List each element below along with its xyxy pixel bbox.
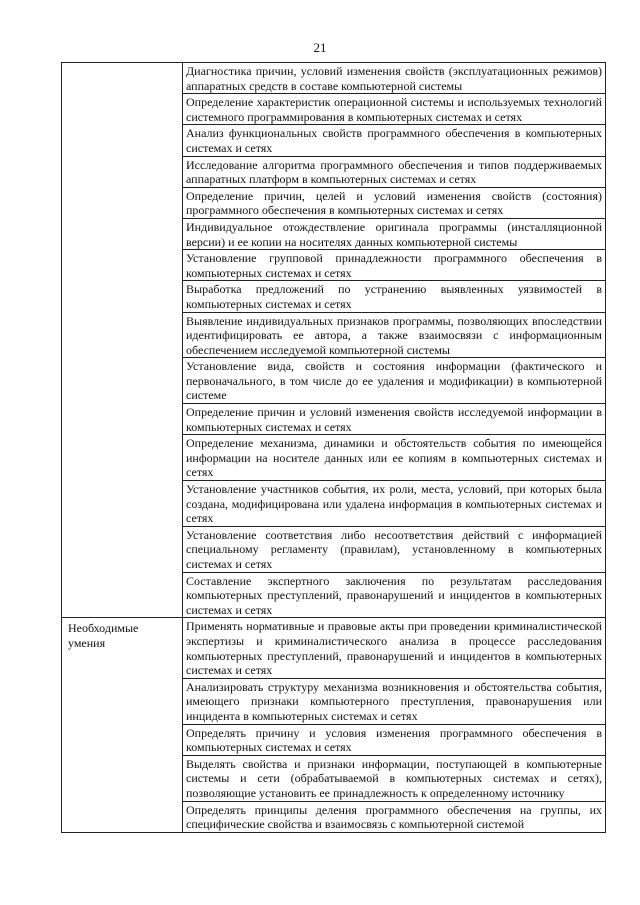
list-item-text: Установление групповой принадлежности программного обеспечения в компьютерных системах и сетях xyxy=(186,251,602,280)
list-item-text: Исследование алгоритма программного обеспечения и типов поддерживаемых аппаратных платформ в компьютерных системах и сетях xyxy=(186,157,602,187)
list-item-text: Выявление индивидуальных признаков программы, позволяющих впоследствии идентифицировать ее автора, а также взаимосвязи с информационным обеспечением исследуемой компьютерной системы xyxy=(186,313,602,357)
list-item-text: Определение причин, целей и условий изменения свойств (состояния) программного обеспечения в компьютерных системах и сетях xyxy=(186,188,602,218)
list-item xyxy=(183,802,605,832)
list-item-text: Определение характеристик операционной системы и используемых технологий системного программирования в компьютерных системах и сетях xyxy=(186,95,602,124)
list-item xyxy=(183,527,605,573)
list-item-text: Применять нормативные и правовые акты при проведении криминалистической экспертизы и криминалистического анализа в процессе расследования компьютерных преступлений, правонарушений и инцидентов в компьютерных системах и сетях xyxy=(186,619,602,678)
list-item-text: Выделять свойства и признаки информации, поступающей в компьютерные системы и сети (обрабатываемой в компьютерных системах и сетях), позволяющие установить ее принадлежность к определенному источнику xyxy=(186,756,602,800)
list-item xyxy=(183,94,605,125)
list-item xyxy=(183,358,605,404)
table-row xyxy=(62,63,606,618)
list-item xyxy=(183,481,605,527)
list-item xyxy=(183,573,605,618)
row-label: Необходимые умения xyxy=(62,618,183,832)
row-content xyxy=(183,618,606,832)
list-item xyxy=(183,404,605,435)
list-item xyxy=(183,63,605,94)
list-item-text: Установление вида, свойств и состояния информации (фактического и первоначального, в том числе до ее удаления и модификации) в компьютерной системе xyxy=(186,359,602,403)
list-item-text: Анализ функциональных свойств программного обеспечения в компьютерных системах и сетях xyxy=(186,126,602,155)
row-label xyxy=(62,63,183,618)
list-item-text: Установление участников события, их роли, места, условий, при которых была создана, модифицирована или удалена информация в компьютерных системах и сетях xyxy=(186,482,602,526)
list-item-text: Диагностика причин, условий изменения свойств (эксплуатационных режимов) аппаратных средств в составе компьютерной системы xyxy=(186,64,602,93)
list-item xyxy=(183,618,605,678)
list-item-text: Установление соответствия либо несоответствия действий с информацией специальному регламенту (правилам), установленному в компьютерных системах и сетях xyxy=(186,527,602,571)
list-item xyxy=(183,281,605,312)
list-item xyxy=(183,725,605,756)
list-item xyxy=(183,435,605,481)
list-item xyxy=(183,679,605,725)
list-item xyxy=(183,250,605,281)
list-item xyxy=(183,219,605,250)
competency-table xyxy=(61,62,606,833)
list-item-text: Определение механизма, динамики и обстоятельств события по имеющейся информации на носителе данных или ее копиям в компьютерных системах и сетях xyxy=(186,436,602,480)
table-row xyxy=(62,618,606,832)
list-item-text: Определять причину и условия изменения программного обеспечения в компьютерных системах и сетях xyxy=(186,725,602,755)
list-item-text: Выработка предложений по устранению выявленных уязвимостей в компьютерных системах и сетях xyxy=(186,282,602,311)
list-item xyxy=(183,313,605,359)
list-item xyxy=(183,756,605,802)
row-content xyxy=(183,63,606,618)
list-item xyxy=(183,157,605,188)
list-item-text: Составление экспертного заключения по результатам расследования компьютерных преступлений, правонарушений и инцидентов в компьютерных системах и сетях xyxy=(186,573,602,617)
list-item xyxy=(183,125,605,156)
list-item-text: Определять принципы деления программного обеспечения на группы, их специфические свойства и взаимосвязь с компьютерной системой xyxy=(186,802,602,832)
table-body xyxy=(62,63,606,833)
page-number: 21 xyxy=(313,40,327,55)
list-item-text: Анализировать структуру механизма возникновения и обстоятельства события, имеющего признаки компьютерного преступления, правонарушения или инцидента в компьютерных системах и сетях xyxy=(186,679,602,723)
list-item xyxy=(183,188,605,219)
list-item-text: Индивидуальное отождествление оригинала программы (инсталляционной версии) и ее копии на носителях данных компьютерной системы xyxy=(186,219,602,249)
list-item-text: Определение причин и условий изменения свойств исследуемой информации в компьютерных системах и сетях xyxy=(186,405,602,434)
